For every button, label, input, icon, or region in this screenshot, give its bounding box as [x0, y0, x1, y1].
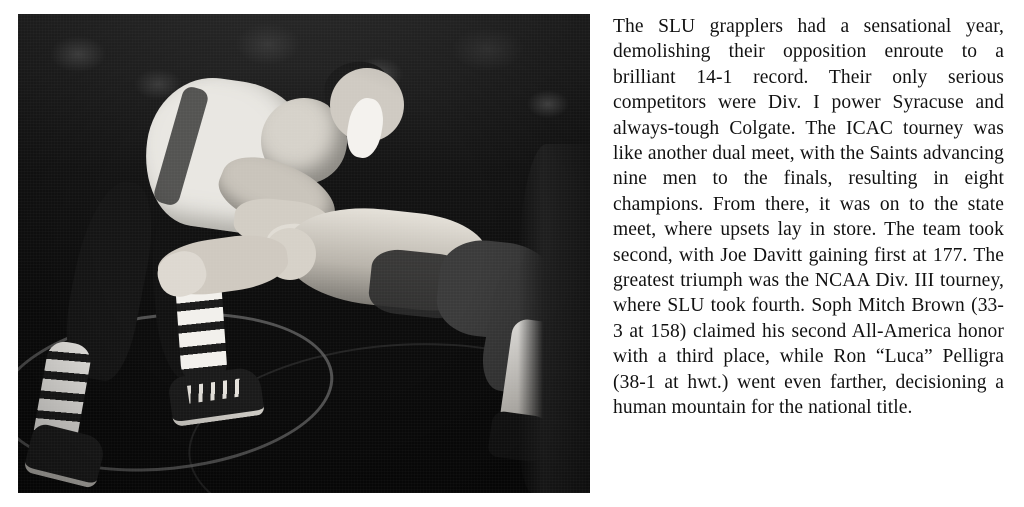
wrestling-photograph	[18, 14, 590, 493]
text-column	[595, 0, 1024, 507]
background-figure	[518, 144, 590, 493]
article-body: The SLU grapplers had a sensational year, demolishing their opposition enroute to a brilliant 14-1 record. Their only serious competitors were Div. I power Syracuse and always-tough Colgate. The ICAC tourney was like another dual meet, with the Saints advancing nine men to the finals, resulting in eight champions. From there, it was on to the state meet, where upsets lay in store. The team took second, with Joe Davitt gaining first at 177. The greatest triumph was the NCAA Div. III tourney, where SLU took fourth. Soph Mitch Brown (33-3 at 158) claimed his second All-America honor with a third place, while Ron “Luca” Pelligra (38-1 at hwt.) went even farther, decisioning a human mountain for the national title.	[613, 16, 1004, 419]
